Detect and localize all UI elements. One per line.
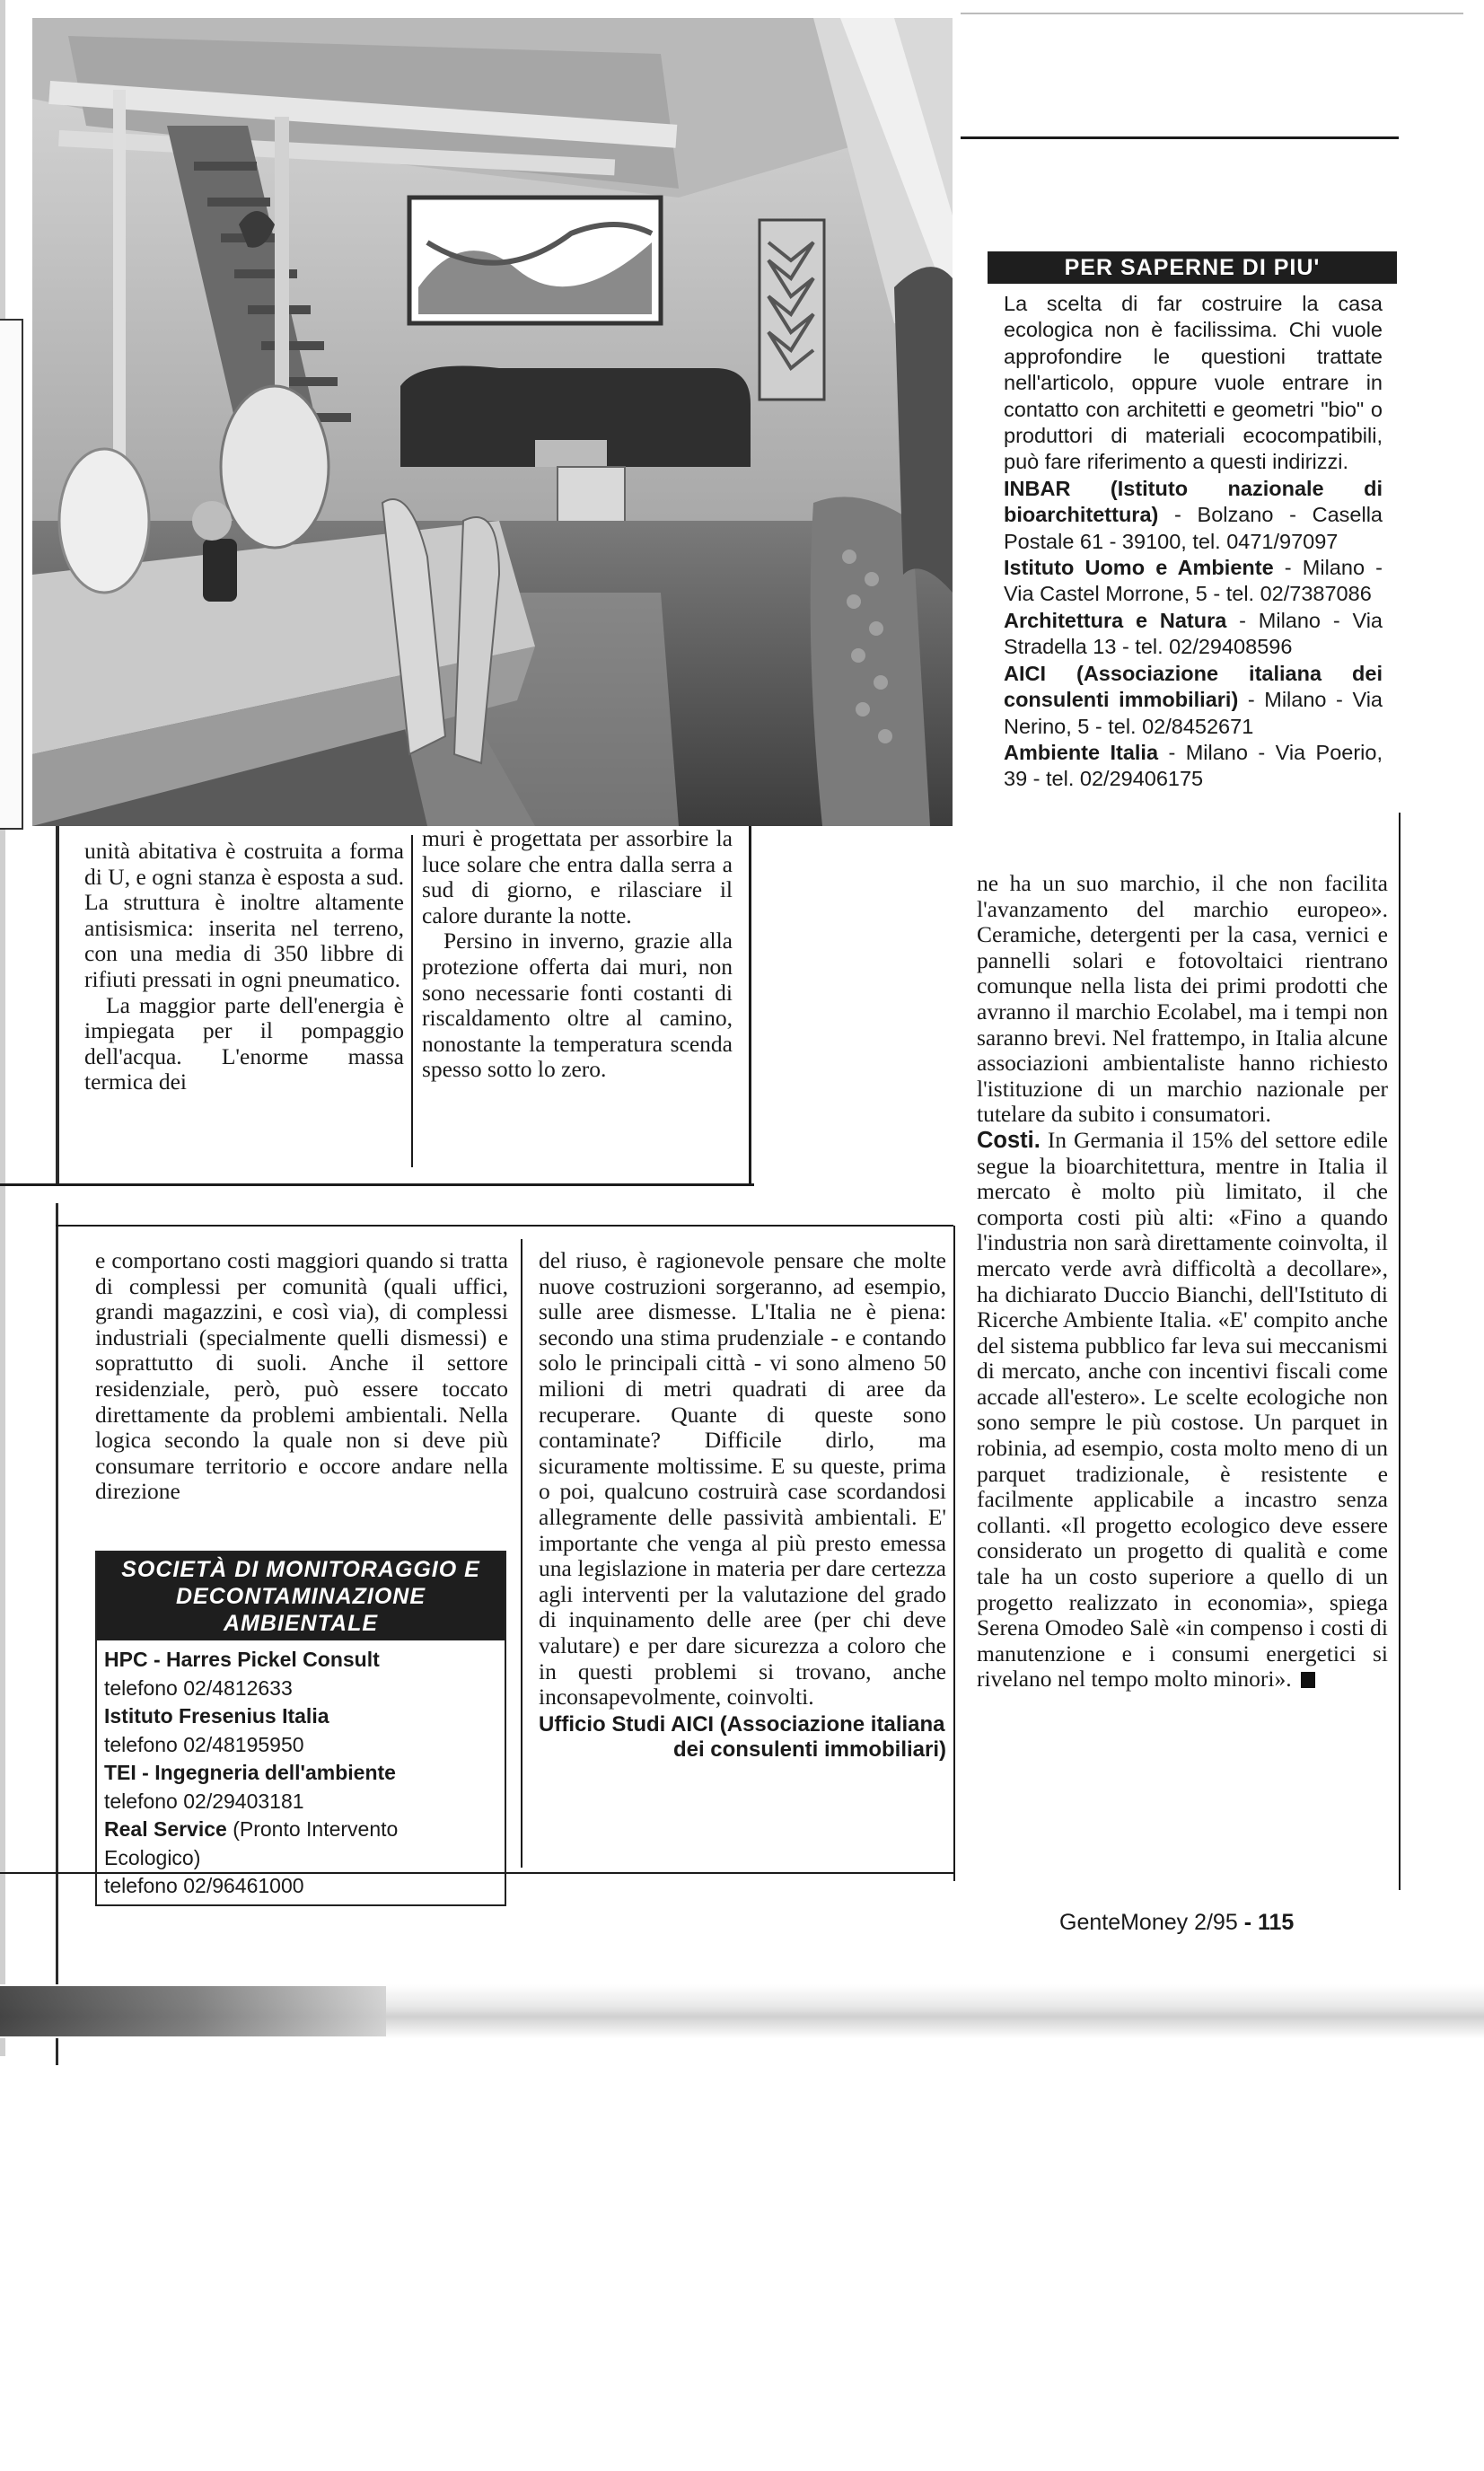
interior-photo-image [32, 18, 953, 826]
col1-bottom-paragraph: e comportano costi maggiori quando si tratta di complessi per comunità (quali uffici, grandi magazzini, e così via), di complessi industriali (specialmente quelli dismessi) e soprattutto di suoli. Anche il settore residenziale, però, può essere toccato direttamente da problemi ambientali. Nella logica secondo la quale non si deve più consumare territorio e occore andare nella direzione [95, 1247, 508, 1505]
monitor-entry-name-extra: (Pronto Intervento Ecologico) [104, 1817, 399, 1869]
signature-line: dei consulenti immobiliari) [672, 1737, 946, 1762]
col2-bottom-paragraph: del riuso, è ragionevole pensare che molte nuove costruzioni sorgeranno, ad esempio, sulle aree dismesse. L'Italia ne è piena: secondo una stima prudenziale - e contando solo le principali città - vi sono almeno 50 milioni di metri quadrati di aree da recuperare. Quante di queste sono contaminate? Difficile dirlo, ma sicuramente moltissime. E su queste, prima o poi, qualcuno costruirà case scordandosi allegramente delle passività ambientali. E' importante che venga al più presto emessa una legislazione in materia per dare certezza agli interventi per la valutazione del grado di inquinamento delle aree (per chi deve valutare) e per dare sicurezza a coloro che in questi problemi si trovano, anche inconsapevolmente, coinvolti. [539, 1247, 946, 1710]
end-of-article-mark [1301, 1672, 1315, 1688]
costi-label: Costi. [977, 1127, 1041, 1153]
sidebar-entry-name: Istituto Uomo e Ambiente [1004, 556, 1274, 580]
monitor-entry-name: HPC - Harres Pickel Consult [104, 1648, 380, 1671]
sidebar-box [988, 251, 1397, 793]
top-cols-right-rule [749, 826, 751, 1185]
costi-text: In Germania il 15% del settore edile segue la bioarchitettura, mentre in Italia il mercato è molto più limitato, il che comporta costi più alti: «Fino a quando l'industria non sarà direttamente coinvolta, il mercato verde avrà difficoltà a decollare», ha dichiarato Duccio Bianchi, dell'Istituto di Ricerche Ambiente Italia. «E' compito anche del sistema pubblico far leva sui meccanismi di mercato, anche con incentivi fiscali come accade all'estero». Le scelte ecologiche non sono sempre le più costose. Un parquet in robinia, ad esempio, costa molto meno di un parquet tradizionale, è resistente e facilmente applicabile a incastro senza collanti. «Il progetto ecologico deve essere considerato un progetto di qualità e come tale ha un costo superiore a quello di un progetto realizzato in economia», spiega Serena Omodeo Salè «in compenso i costi di manutenzione e i consumi energetici si rivelano nel tempo molto minori». [977, 1126, 1388, 1693]
col3-paragraph: ne ha un suo marchio, il che non facilita l'avanzamento del marchio europeo». Ceramiche, detergenti per la casa, vernici e pannelli solari e fotovoltaici rientrano comunque nella lista dei primi prodotti che avranno il marchio Ecolabel, ma i tempi non saranno brevi. Nel frattempo, in Italia alcune associazioni ambientaliste hanno richiesto l'istituzione di un marchio nazionale per tutelare da subito i consumatori. [977, 870, 1388, 1128]
monitor-entry-name: Istituto Fresenius Italia [104, 1704, 329, 1728]
top-right-rule-faint [961, 13, 1463, 14]
sidebar-entry-details: - Milano - Via Nerino, 5 - tel. 02/8452671 [1004, 688, 1383, 738]
sidebar-box-title: PER SAPERNE DI PIU' [988, 251, 1397, 284]
top-cols-divider [411, 835, 413, 1167]
top-right-rule [961, 136, 1399, 139]
col1-top-paragraph: La maggior parte dell'energia è impiegata per il pompaggio dell'acqua. L'enorme massa termica dei [84, 991, 404, 1095]
article-col1-bottom [95, 1248, 508, 1505]
monitoring-box-title-line: DECONTAMINAZIONE AMBIENTALE [175, 1584, 426, 1636]
monitoring-box [95, 1551, 506, 1906]
col1-top-paragraph: unità abitativa è costruita a forma di U, e ogni stanza è esposta a sud. La struttura è inoltre altamente antisismica: inserita nel terreno, con una media di 350 libbre di rifiuti pressati in ogni pneumatico. [84, 838, 404, 992]
monitor-entry-phone: telefono 02/96461000 [104, 1874, 304, 1897]
sidebar-entry-name: Architettura e Natura [1004, 608, 1227, 632]
mid-rule-right [56, 1225, 953, 1227]
sidebar-entry [1004, 661, 1383, 740]
monitoring-box-title [97, 1552, 505, 1640]
bottom-right-divider [953, 1226, 955, 1881]
monitor-entry-phone: telefono 02/4812633 [104, 1675, 293, 1700]
sidebar-intro: La scelta di far costruire la casa ecologica non è facilissima. Chi vuole approfondire le questioni trattate nell'articolo, oppure vuole entrare in contatto con architetti e geometri "bio" o produttori di materiali ecocompatibili, può fare riferimento a questi indirizzi. [1004, 292, 1383, 474]
article-col2-bottom [539, 1248, 946, 1763]
sidebar-entry [1004, 608, 1383, 661]
sidebar-entry [1004, 555, 1383, 608]
left-margin-rule-lower [56, 1203, 58, 2065]
col3-right-rule [1399, 813, 1401, 1890]
sidebar-entry [1004, 740, 1383, 793]
monitor-entry-name-row [104, 1816, 497, 1872]
monitor-entry-phone: telefono 02/29403181 [104, 1789, 304, 1813]
article-col2-top [422, 826, 733, 1083]
article-col1-top [84, 839, 404, 1095]
col2-top-paragraph: Persino in inverno, grazie alla protezione offerta dai muri, non sono necessarie fonti costanti di riscaldamento oltre al camino, nonostante la temperatura scenda spesso sotto lo zero. [422, 928, 733, 1083]
monitoring-box-title-line: SOCIETÀ DI MONITORAGGIO E [121, 1557, 480, 1582]
monitoring-box-body [97, 1640, 505, 1904]
sidebar-entry-details: - Bolzano - Casella Postale 61 - 39100, tel. 0471/97097 [1004, 503, 1383, 553]
scan-left-edge [0, 0, 5, 2056]
signature [539, 1712, 946, 1763]
signature-line: Ufficio Studi AICI (Associazione italiana [539, 1711, 945, 1737]
page-number: 115 [1257, 1910, 1295, 1935]
footer-separator: - [1237, 1910, 1258, 1935]
article-col3 [977, 871, 1388, 1693]
left-edge-tab [0, 319, 23, 830]
sidebar-entry-details: - Milano - Via Castel Morrone, 5 - tel. 02/7387086 [1004, 556, 1383, 606]
bottom-cols-divider [521, 1239, 522, 1868]
sidebar-entry-name: AICI (Associazione italiana dei consulenti immobiliari) [1004, 661, 1383, 712]
col2-top-paragraph: muri è progettata per assorbire la luce solare che entra dalla serra a sud di giorno, e rilasciare il calore durante la notte. [422, 825, 733, 928]
col3-costi-paragraph [977, 1128, 1388, 1693]
page-footer [1059, 1910, 1294, 1936]
sidebar-entry-details: - Milano - Via Stradella 13 - tel. 02/29408596 [1004, 608, 1383, 659]
monitor-entry-phone: telefono 02/48195950 [104, 1732, 304, 1756]
scan-bottom-dark [0, 1986, 386, 2036]
monitor-entry-name: TEI - Ingegneria dell'ambiente [104, 1761, 396, 1784]
sidebar-box-body [988, 284, 1397, 793]
sidebar-entry-name: INBAR (Istituto nazionale di bioarchitettura) [1004, 476, 1383, 527]
sidebar-entry [1004, 476, 1383, 555]
mid-rule-left [0, 1183, 754, 1186]
sidebar-entry-details: - Milano - Via Poerio, 39 - tel. 02/29406175 [1004, 740, 1383, 791]
sidebar-entry-name: Ambiente Italia [1004, 740, 1159, 764]
interior-photo [32, 18, 953, 826]
monitor-entry-name: Real Service [104, 1817, 227, 1841]
footer-publication: GenteMoney 2/95 [1059, 1910, 1238, 1935]
